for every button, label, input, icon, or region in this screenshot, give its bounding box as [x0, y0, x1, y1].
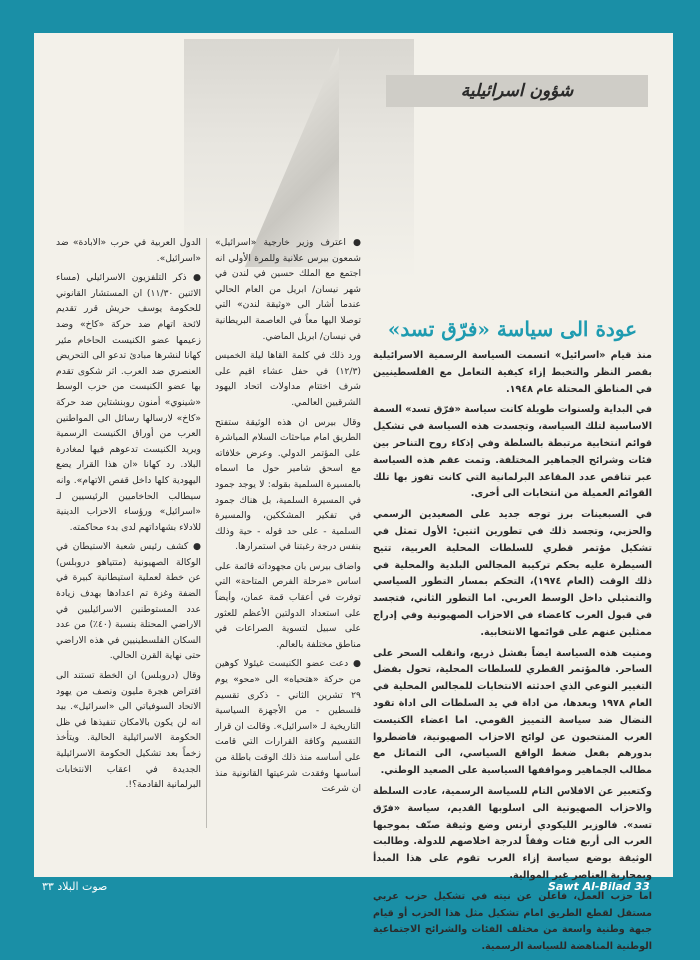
paragraph: في البداية ولسنوات طويلة كانت سياسة «فرّق تسد» السمة الاساسية لتلك السياسة، وتجسدت هذه السياسة في تشكيل قوائم انتخابية مرتبطة بالسلطة وفي إذكاء روح التناحر بين فئات وشرائح الجماهير المختلفة. وتمت عقم هذه السياسة عبر تناقص عدد المقاعد البرلمانية التي كانت تفوز بها تلك القوائم العميلة من انتخابات الى أخرى. — [373, 404, 652, 500]
paragraph: ● اعترف وزير خارجية «اسرائيل» شمعون بيرس علانية وللمرة الأولى انه اجتمع مع الملك حسين في لندن في شهر نيسان/ ابريل من العام الحالي عندما أشار الى «وثيقة لندن» التي توصلا اليها معاً في العاصمة البريطانية في نيسان/ ابريل الماضي. — [215, 237, 361, 342]
news-column-left — [56, 235, 201, 797]
paragraph: وكتعبير عن الافلاس التام للسياسة الرسمية، عادت السلطة والاحزاب الصهيونية الى اسلوبها القديم، سياسة «فرّق تسد». فالوزير الليكودي أرنس وضع وثيقة صنّف بموجبها العرب الى أربع فئات وفقاً لدرجة اخلاصهم للدولة. وطالبت الوثيقة بوضع سياسة إزاء العرب تقوم على هذا المبدأ وبمحاربة العناصر غير الموالية. — [373, 785, 652, 881]
main-article-column — [373, 348, 652, 960]
paragraph: الدول العربية في حرب «الابادة» ضد «اسرائيل». — [56, 237, 201, 264]
paragraph: ومنيت هذه السياسة ايضاً بفشل ذريع، وانقلب السحر على الساحر. فالمؤتمر القطري للسلطات المحلية، تحول بفضل التغيير النوعي الذي احدثته الانتخابات للمجالس المحلية في العام ١٩٧٨ وبعدها، من اداة في يد السلطات الى اداة تقود النضال ضد سياسة التمييز القومي. اما اعضاء الكنيست العرب المنتخبون عن لوائح الاحزاب الصهيونية، فاضطروا بدورهم بفعل ضغط الواقع السياسي، الى التماثل مع مطالب الجماهير ومواقفها السياسية على الصعيد الوطني. — [373, 647, 653, 777]
paragraph: ● ذكر التلفزيون الاسرائيلي (مساء الاثنين ١١/٣٠) ان المستشار القانوني للحكومة يوسف حريش قرر تقديم لائحة اتهام ضد حركة «كاخ» وضد زعيمها عضو الكنيست الحاخام مئير كهانا لنشرها مبادئ تدعو الى التحريض العنصري ضد العرب. اثر شكوى تقدم بها عضو الكنيست من حزب الوسط «شينوي» أمنون روبنشتاين ضد حركة «كاخ» لارسالها رسائل الى المواطنين العرب من أوراق الكنيست الرسمية ويريد الكنيست تدعوهم فيها لمغادرة البلاد. رد كهانا «ان هذا القرار يضع اليهودية كلها داخل قفص الاتهام». وانه سيطالب الحاخاميين الرئيسيين لـ «اسرائيل» ورؤساء الاحزاب الدينية للادلاء بشهاداتهم لدى بدء محاكمته. — [56, 272, 201, 533]
paragraph: ● كشف رئيس شعبة الاستيطان في الوكالة الصهيونية (متتياهو دروبلس) عن خطة لعملية استيطانية كبيرة في الضفة وغزة تم اعدادها بهدف زيادة عدد المستوطنين الاسرائيليين في الاراضي المحتلة بنسبة (٤٠٪) من عدد السكان الفلسطينيين في هذه الاراضي حتى نهاية القرن الحالي. — [56, 541, 201, 662]
section-label: شؤون اسرائيلية — [460, 81, 574, 101]
paragraph: وقال (دروبلس) ان الخطة تستند الى افتراض هجرة مليون ونصف من يهود الاتحاد السوفياتي الى «اسرائيل». بيد انه لن يكون بالامكان تنفيذها في ظل الحكومة الاسرائيلية الحالية. ويتأخذ زخماً بعد تشكيل الحكومة الاسرائيلية الجديدة في اعقاب الانتخابات البرلمانية القادمة؟!. — [56, 670, 201, 791]
paragraph: واضاف بيرس بان مجهوداته قائمة على اساس «مرحلة الفرص المتاحة» التي توفرت في أعقاب قمة عمان، وأيضاً على استعداد الدولتين الأعظم للعثور على سبيل لتسوية الصراعات في مناطق مختلفة بالعالم. — [215, 560, 361, 650]
paragraph: ورد ذلك في كلمة القاها ليلة الخميس (١٢/٣) في حفل عشاء اقيم على شرف اختتام مداولات اتحاد اليهود الشرقيين العالمي. — [215, 350, 361, 408]
paragraph: منذ قيام «اسرائيل» اتسمت السياسة الرسمية الاسرائيلية بقصر النظر والتخبط إزاء كيفية التعامل مع الفلسطينيين في المناطق المحتلة عام ١٩٤٨. — [373, 350, 652, 395]
footer-magazine-arabic: صوت البلاد ٣٣ — [42, 880, 108, 893]
footer-magazine-latin: Sawt Al-Bilad 33 — [548, 880, 650, 893]
section-tag — [386, 75, 648, 107]
paragraph: اما حزب العمل، فاعلن عن نيته في تشكيل حزب عربي مستقل لقطع الطريق امام تشكيل مثل هذا الحزب أو قيام جبهة وطنية واسعة من مختلف الفئات والشرائح الاجتماعية الوطنية المناهضة للسياسة الرسمية. — [373, 890, 652, 953]
paragraph: وقال بيرس ان هذه الوثيقة ستفتح الطريق امام مباحثات السلام المباشرة على المؤتمر الدولي. وعرض خلافاته مع اسحق شامير حول ما اسماه بالمسيرة السلمية بقوله: لا يوجد جمود في المسيرة السلمية، بل هناك جمود في تفكير المشككين، والمسيرة السلمية - على حد قوله - حية وذلك بنفس درجة رغبتنا في استمرارها. — [215, 416, 361, 553]
paragraph: في السبعينات برز توجه جديد على الصعيدين الرسمي والحزبي، وتجسد ذلك في تطورين اثنين: الأول تمثل في تشكيل مؤتمر قطري للسلطات المحلية العربية، تتيح السيطرة عليه بحكم تركيبة المجالس البلدية والمحلية في ذلك الوقت (العام ١٩٧٤)، التحكم بمسار التطور السياسي والتمثيلي داخل الوسط العربي. اما التطور الثاني، فتجسد في قبول العرب كاعضاء في الاحزاب الصهيونية وفي إدراج ممثلين عنهم على قوائمها الانتخابية. — [373, 509, 653, 638]
news-column-middle — [215, 235, 361, 801]
column-divider — [206, 238, 207, 828]
paragraph: ● دعت عضو الكنيست غيئولا كوهين من حركة «هتحياه» الى «محو» يوم ٢٩ تشرين الثاني - ذكرى تقسيم فلسطين - من الأجهزة السياسية التاريخية لـ «اسرائيل». وقالت ان قرار التقسيم وكافة القرارات التي قامت على أساسه منذ ذلك الوقت باطلة من أساسها وفقدت شرعيتها القانونية منذ ان شرعت — [215, 658, 361, 795]
article-headline: عودة الى سياسة «فرّق تسد» — [387, 317, 638, 341]
